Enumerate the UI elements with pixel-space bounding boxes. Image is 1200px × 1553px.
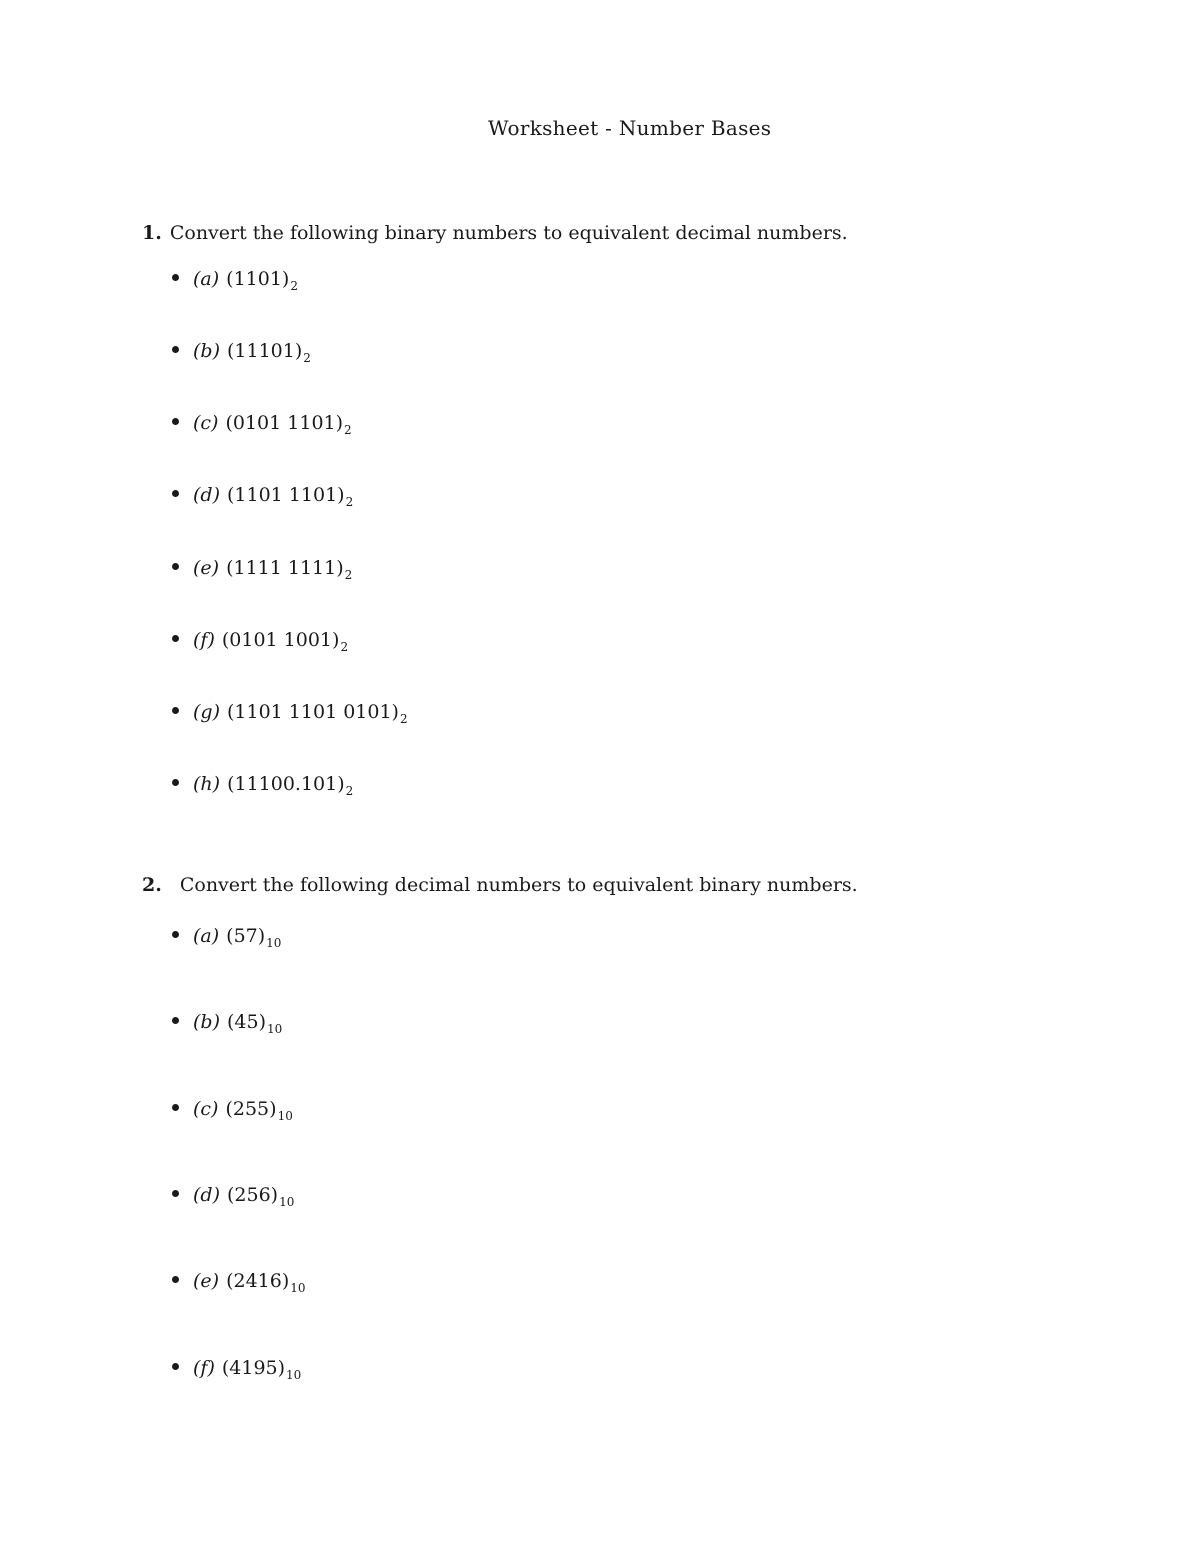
item-value: (45) <box>227 1011 267 1033</box>
item-base: 2 <box>399 712 408 726</box>
question-text: Convert the following decimal numbers to equivalent binary numbers. <box>179 874 858 896</box>
item-letter: (f) <box>193 1357 215 1379</box>
bullet-icon <box>172 707 179 714</box>
bullet-icon <box>172 346 179 353</box>
item-value: (1111 1111) <box>226 557 344 579</box>
item-letter: (a) <box>193 268 220 290</box>
item-value: (1101 1101) <box>227 484 345 506</box>
bullet-icon <box>172 1190 179 1197</box>
question-1 <box>142 222 848 244</box>
item-value: (57) <box>226 925 266 947</box>
list-item <box>172 629 349 654</box>
list-item <box>172 925 282 950</box>
item-letter: (e) <box>193 557 220 579</box>
question-number: 2. <box>142 874 162 896</box>
item-base: 10 <box>286 1368 302 1382</box>
item-base: 2 <box>303 351 311 365</box>
list-item <box>172 1098 293 1123</box>
item-base: 2 <box>345 784 354 798</box>
item-value: (0101 1001) <box>221 629 340 651</box>
bullet-icon <box>172 1363 179 1370</box>
item-base: 10 <box>267 1022 283 1036</box>
bullet-icon <box>172 635 179 642</box>
list-item <box>172 1357 302 1382</box>
item-base: 2 <box>340 640 349 654</box>
item-value: (256) <box>227 1184 279 1206</box>
list-item <box>172 484 354 509</box>
item-base: 10 <box>266 936 282 950</box>
item-letter: (a) <box>193 925 220 947</box>
item-letter: (b) <box>193 1011 220 1033</box>
item-base: 10 <box>279 1195 295 1209</box>
item-value: (0101 1101) <box>225 412 344 434</box>
item-base: 2 <box>345 495 354 509</box>
list-item <box>172 1184 295 1209</box>
list-item <box>172 340 311 365</box>
item-letter: (d) <box>193 1184 220 1206</box>
item-value: (4195) <box>221 1357 286 1379</box>
bullet-icon <box>172 418 179 425</box>
item-base: 10 <box>277 1109 293 1123</box>
question-2 <box>142 874 858 896</box>
bullet-icon <box>172 563 179 570</box>
list-item <box>172 557 353 582</box>
bullet-icon <box>172 1017 179 1024</box>
list-item <box>172 268 298 293</box>
bullet-icon <box>172 1276 179 1283</box>
list-item <box>172 1270 306 1295</box>
item-value: (1101 1101 0101) <box>227 701 399 723</box>
question-number: 1. <box>142 222 162 244</box>
item-base: 2 <box>344 423 352 437</box>
bullet-icon <box>172 779 179 786</box>
item-letter: (h) <box>193 773 221 795</box>
item-letter: (c) <box>193 412 219 434</box>
item-letter: (b) <box>193 340 220 362</box>
list-item <box>172 701 408 726</box>
item-base: 10 <box>290 1281 306 1295</box>
list-item <box>172 773 354 798</box>
item-value: (11100.101) <box>227 773 345 795</box>
item-letter: (e) <box>193 1270 220 1292</box>
item-value: (2416) <box>226 1270 290 1292</box>
item-letter: (f) <box>193 629 215 651</box>
item-base: 2 <box>344 568 353 582</box>
item-letter: (c) <box>193 1098 219 1120</box>
page-title: Worksheet - Number Bases <box>488 116 772 140</box>
list-item <box>172 1011 283 1036</box>
item-letter: (d) <box>193 484 220 506</box>
item-base: 2 <box>290 279 298 293</box>
list-item <box>172 412 352 437</box>
item-value: (11101) <box>227 340 303 362</box>
bullet-icon <box>172 274 179 281</box>
item-value: (255) <box>225 1098 277 1120</box>
item-value: (1101) <box>226 268 290 290</box>
question-text: Convert the following binary numbers to equivalent decimal numbers. <box>169 222 848 244</box>
bullet-icon <box>172 931 179 938</box>
bullet-icon <box>172 490 179 497</box>
item-letter: (g) <box>193 701 220 723</box>
bullet-icon <box>172 1104 179 1111</box>
